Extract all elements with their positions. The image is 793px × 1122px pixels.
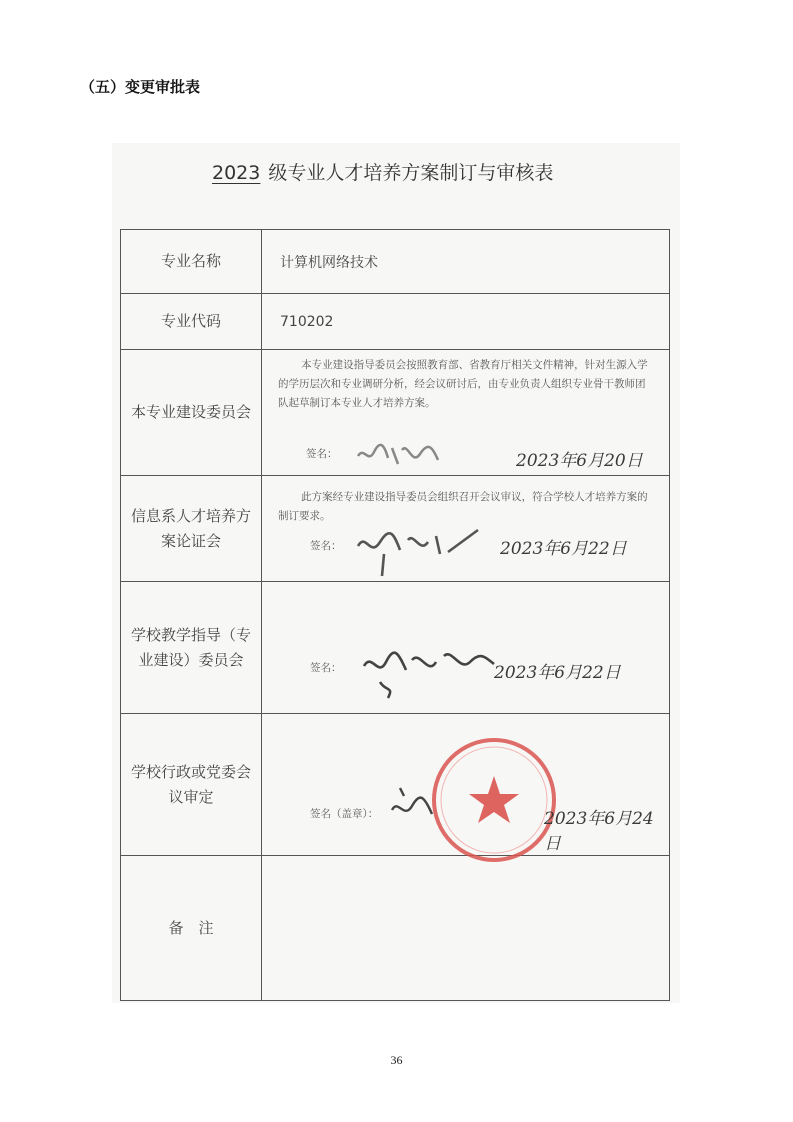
form-title-text: 级专业人才培养方案制订与审核表: [268, 162, 554, 184]
dept-review-date: 2023年6月22日: [500, 539, 627, 559]
committee-cell: [262, 350, 670, 476]
dept-review-label: 信息系人才培养方案论证会: [121, 476, 262, 582]
form-title-year: 2023: [212, 162, 261, 184]
table-row: [121, 856, 670, 1001]
major-name-value: 计算机网络技术: [262, 230, 670, 294]
handwritten-signature: [354, 436, 444, 472]
dept-review-cell: [262, 476, 670, 582]
major-code-label: 专业代码: [121, 294, 262, 350]
sign-label: 签名：: [306, 448, 338, 460]
handwritten-signature: [388, 784, 448, 834]
sign-label: 签名：: [310, 540, 342, 552]
remarks-label: 备 注: [121, 856, 262, 1001]
major-name-label: 专业名称: [121, 230, 262, 294]
major-code-value: 710202: [262, 294, 670, 350]
form-title: [212, 158, 553, 185]
school-teaching-label: 学校教学指导（专业建设）委员会: [121, 582, 262, 714]
remarks-value: [262, 856, 670, 1001]
sign-label: 签名（盖章）：: [310, 808, 379, 820]
table-row: [121, 714, 670, 856]
handwritten-signature: [360, 642, 500, 702]
committee-text: 本专业建设指导委员会按照教育部、省教育厅相关文件精神，针对生源入学的学历层次和专业调研分析，经会议研讨后，由专业负责人组织专业骨干教师团队起草制订本专业人才培养方案。: [278, 359, 648, 409]
school-admin-label: 学校行政或党委会议审定: [121, 714, 262, 856]
school-admin-cell: [262, 714, 670, 856]
school-teaching-date: 2023年6月22日: [494, 663, 621, 683]
review-table: [120, 229, 670, 1001]
page-number: 36: [390, 1053, 403, 1067]
section-heading: （五）变更审批表: [80, 78, 201, 96]
committee-date: 2023年6月20日: [516, 451, 643, 471]
school-admin-date: 2023年6月24日: [544, 809, 654, 854]
table-row: [121, 582, 670, 714]
handwritten-signature: [354, 524, 484, 580]
committee-label: 本专业建设委员会: [121, 350, 262, 476]
table-row: [121, 294, 670, 350]
table-row: [121, 350, 670, 476]
table-row: [121, 230, 670, 294]
school-teaching-cell: [262, 582, 670, 714]
sign-label: 签名：: [310, 662, 342, 674]
table-row: [121, 476, 670, 582]
dept-review-text: 此方案经专业建设指导委员会组织召开会议审议，符合学校人才培养方案的制订要求。: [278, 491, 648, 522]
